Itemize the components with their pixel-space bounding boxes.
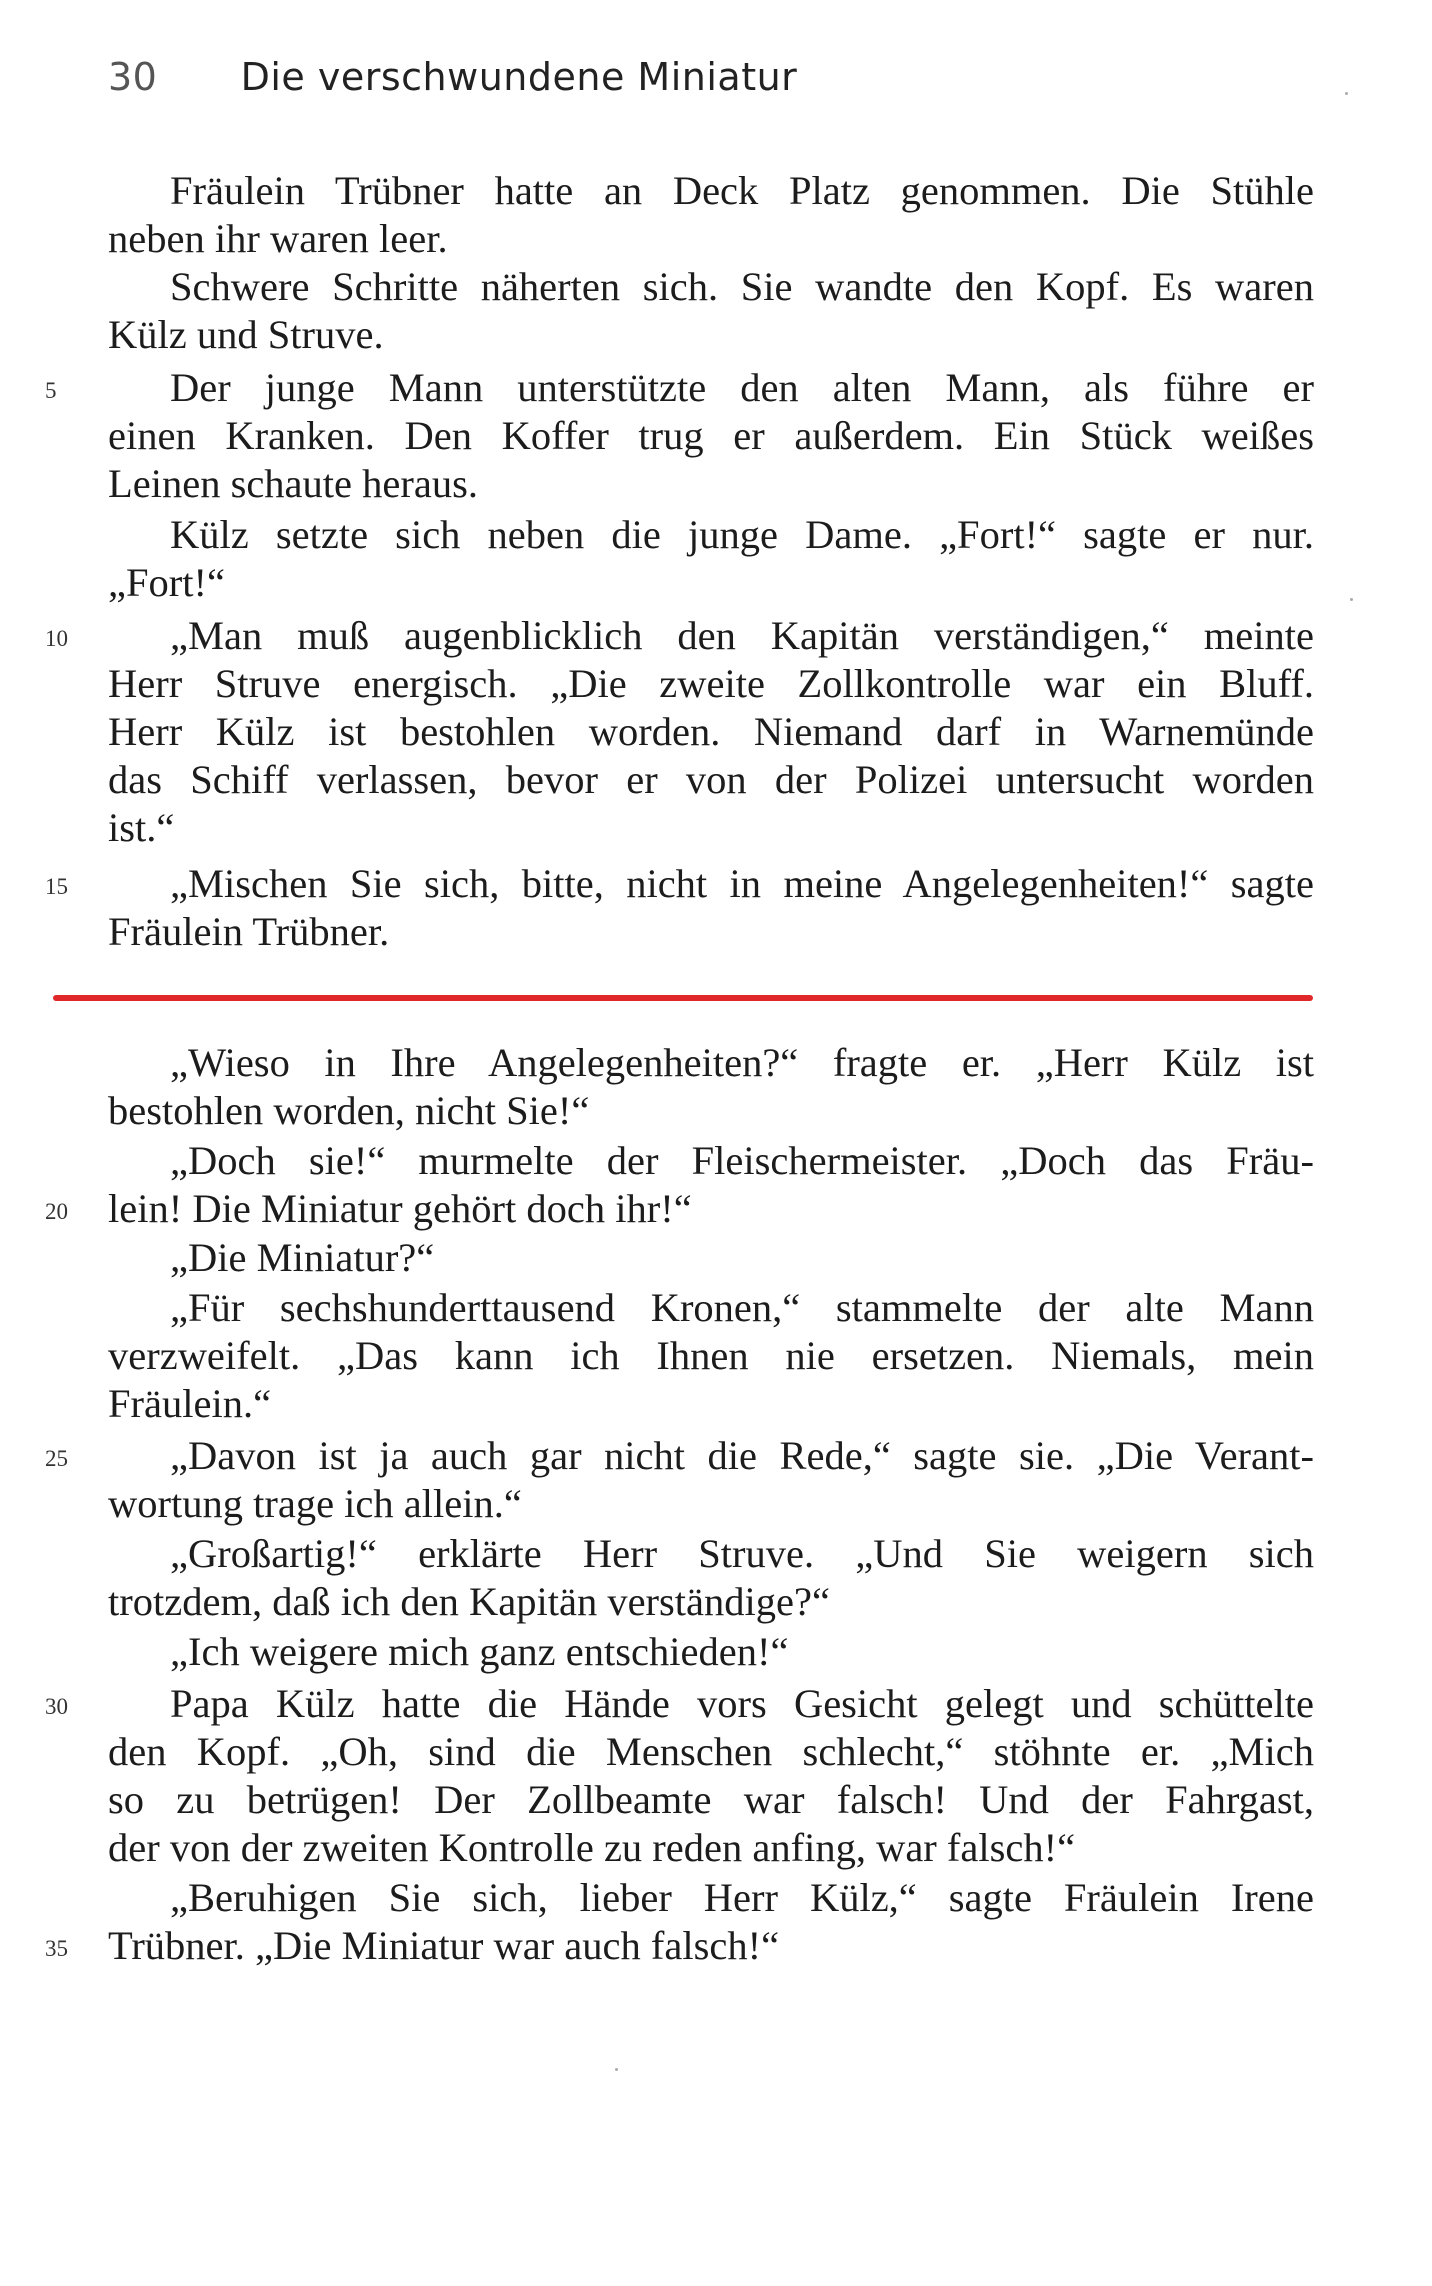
line-number: 5	[45, 378, 57, 403]
text-line: trotzdem, daß ich den Kapitän verständige?“	[108, 1579, 830, 1624]
text-line: verzweifelt. „Das kann ich Ihnen nie ersetzen. Niemals, mein	[108, 1333, 1314, 1378]
scan-speck	[615, 2068, 618, 2071]
text-line: Külz setzte sich neben die junge Dame. „Fort!“ sagte er nur.	[170, 512, 1314, 557]
text-line: „Davon ist ja auch gar nicht die Rede,“ sagte sie. „Die Verant-	[170, 1433, 1314, 1478]
text-line: lein! Die Miniatur gehört doch ihr!“	[108, 1186, 692, 1231]
text-line: Trübner. „Die Miniatur war auch falsch!“	[108, 1923, 780, 1968]
line-number: 25	[45, 1446, 68, 1471]
running-title: Die verschwundene Miniatur	[240, 55, 798, 99]
text-line: einen Kranken. Den Koffer trug er außerdem. Ein Stück weißes	[108, 413, 1314, 458]
text-line: „Beruhigen Sie sich, lieber Herr Külz,“ sagte Fräulein Irene	[170, 1875, 1314, 1920]
text-line: Der junge Mann unterstützte den alten Mann, als führe er	[170, 365, 1314, 410]
line-number: 15	[45, 874, 68, 899]
scan-speck	[1350, 598, 1353, 601]
text-line: Fräulein Trübner.	[108, 909, 390, 954]
text-line: wortung trage ich allein.“	[108, 1481, 522, 1526]
text-line: bestohlen worden, nicht Sie!“	[108, 1088, 590, 1133]
text-line: der von der zweiten Kontrolle zu reden anfing, war falsch!“	[108, 1825, 1076, 1870]
text-line: „Man muß augenblicklich den Kapitän verständigen,“ meinte	[170, 613, 1314, 658]
text-line: „Fort!“	[108, 560, 225, 605]
text-line: „Ich weigere mich ganz entschieden!“	[170, 1629, 789, 1674]
page-number: 30	[108, 55, 158, 99]
text-line: so zu betrügen! Der Zollbeamte war falsch! Und der Fahrgast,	[108, 1777, 1314, 1822]
text-line: Fräulein Trübner hatte an Deck Platz genommen. Die Stühle	[170, 168, 1314, 213]
text-line: Schwere Schritte näherten sich. Sie wandte den Kopf. Es waren	[170, 264, 1314, 309]
text-line: „Doch sie!“ murmelte der Fleischermeister. „Doch das Fräu-	[170, 1138, 1314, 1183]
text-line: „Die Miniatur?“	[170, 1235, 435, 1280]
text-line: ist.“	[108, 805, 175, 850]
text-line: „Großartig!“ erklärte Herr Struve. „Und Sie weigern sich	[170, 1531, 1314, 1576]
text-line: „Mischen Sie sich, bitte, nicht in meine Angelegenheiten!“ sagte	[170, 861, 1314, 906]
text-line: das Schiff verlassen, bevor er von der Polizei untersucht worden	[108, 757, 1314, 802]
scan-speck	[1345, 92, 1348, 95]
text-line: Herr Struve energisch. „Die zweite Zollkontrolle war ein Bluff.	[108, 661, 1314, 706]
line-number: 30	[45, 1694, 68, 1719]
page-header	[108, 55, 797, 99]
text-line: Herr Külz ist bestohlen worden. Niemand darf in Warnemünde	[108, 709, 1314, 754]
text-line: „Für sechshunderttausend Kronen,“ stammelte der alte Mann	[170, 1285, 1314, 1330]
line-number: 35	[45, 1936, 68, 1961]
red-divider-line	[53, 995, 1313, 1001]
text-line: Külz und Struve.	[108, 312, 384, 357]
text-line: Fräulein.“	[108, 1381, 272, 1426]
text-line: neben ihr waren leer.	[108, 216, 448, 261]
text-line: den Kopf. „Oh, sind die Menschen schlecht,“ stöhnte er. „Mich	[108, 1729, 1314, 1774]
text-line: Papa Külz hatte die Hände vors Gesicht gelegt und schüttelte	[170, 1681, 1314, 1726]
line-number: 10	[45, 626, 68, 651]
text-line: Leinen schaute heraus.	[108, 461, 478, 506]
text-line: „Wieso in Ihre Angelegenheiten?“ fragte er. „Herr Külz ist	[170, 1040, 1314, 1085]
line-number: 20	[45, 1199, 68, 1224]
